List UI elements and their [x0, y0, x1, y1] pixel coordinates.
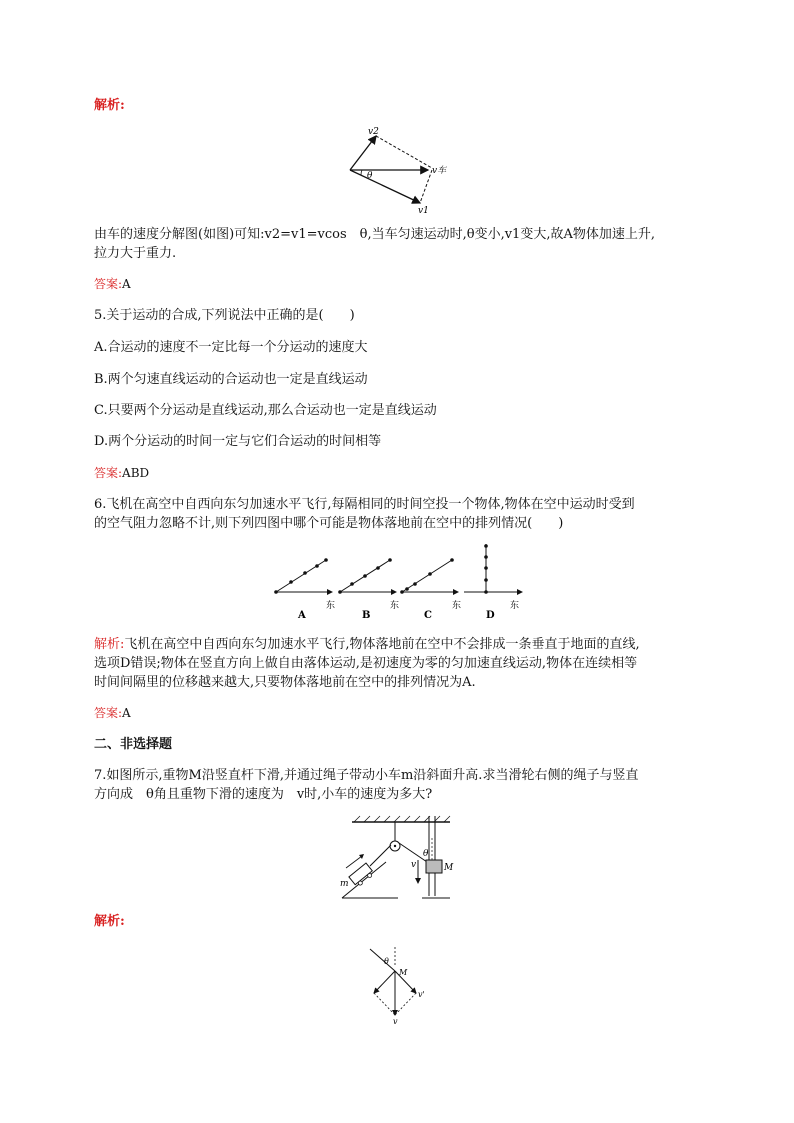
q5-answer: [94, 465, 149, 482]
q5-answer-label: 答案:: [94, 466, 123, 480]
q5-option-d: D.两个分运动的时间一定与它们合运动的时间相等: [94, 434, 382, 449]
q6-analysis-line-2: 选项D错误;物体在竖直方向上做自由落体运动,是初速度为零的匀加速直线运动,物体在连续相等: [94, 656, 638, 671]
q6-options-figure: [270, 540, 530, 625]
v-car-label: v车: [432, 166, 447, 176]
panel-b-letter: B: [362, 610, 371, 621]
q6-analysis-line-1: [94, 636, 640, 653]
q4-analysis-line-2: 拉力大于重力.: [94, 246, 177, 261]
panel-c-letter: C: [424, 610, 432, 621]
q5-option-b: B.两个匀速直线运动的合运动也一定是直线运动: [94, 372, 368, 387]
q5-answer-value: ABD: [122, 466, 150, 480]
q6-answer-label: 答案:: [94, 706, 123, 720]
q4-analysis-label: 解析:: [94, 98, 125, 113]
panel-a-east: 东: [326, 601, 336, 611]
v1-label: v1: [418, 206, 429, 214]
q7-fig2-theta: θ: [384, 957, 389, 966]
q7-M-label: M: [444, 863, 454, 873]
q7-velocity-decomposition-figure: [362, 945, 432, 1025]
q7-theta-label: θ: [423, 849, 429, 859]
q5-stem: 5.关于运动的合成,下列说法中正确的是( ): [94, 308, 355, 323]
theta-label: θ: [367, 171, 373, 181]
v2-label: v2: [368, 127, 379, 137]
panel-d-letter: D: [486, 610, 495, 621]
q4-answer: [94, 276, 131, 293]
q4-velocity-decomposition-figure: [340, 122, 470, 214]
q5-option-a: A.合运动的速度不一定比每一个分运动的速度大: [94, 340, 368, 355]
q6-stem-line-1: 6.飞机在高空中自西向东匀加速水平飞行,每隔相同的时间空投一个物体,物体在空中运动时受到: [94, 497, 635, 512]
q4-answer-label: 答案:: [94, 277, 123, 291]
q6-analysis-text-1: 飞机在高空中自西向东匀加速水平飞行,物体落地前在空中不会排成一条垂直于地面的直线,: [124, 637, 640, 652]
q7-stem-line-1: 7.如图所示,重物M沿竖直杆下滑,并通过绳子带动小车m沿斜面升高.求当滑轮右侧的绳子与竖直: [94, 768, 639, 783]
q7-analysis-label: 解析:: [94, 914, 125, 929]
v1-vector: [350, 170, 420, 203]
q6-answer: [94, 705, 131, 722]
panel-a-letter: A: [298, 610, 306, 621]
q7-fig2-v: v: [393, 1017, 398, 1025]
panel-b-east: 东: [390, 601, 400, 611]
q6-analysis-label: 解析:: [94, 637, 125, 652]
q7-fig2-v-prime: v': [418, 990, 425, 999]
q6-analysis-line-3: 时间间隔里的位移越来越大,只要物体落地前在空中的排列情况为A.: [94, 675, 476, 690]
q7-m-label: m: [340, 879, 349, 889]
q6-stem-line-2: 的空气阻力忽略不计,则下列四图中哪个可能是物体落地前在空中的排列情况( ): [94, 516, 564, 531]
q4-answer-value: A: [122, 277, 131, 291]
panel-d-east: 东: [510, 601, 520, 611]
q7-fig2-M: M: [399, 968, 408, 977]
q6-answer-value: A: [122, 706, 131, 720]
v2-vector: [350, 136, 376, 170]
panel-c-east: 东: [452, 601, 462, 611]
q5-option-c: C.只要两个分运动是直线运动,那么合运动也一定是直线运动: [94, 403, 437, 418]
q7-stem-line-2: 方向成 θ角且重物下滑的速度为 v时,小车的速度为多大?: [94, 787, 433, 802]
q7-pulley-figure: [338, 812, 458, 902]
section-title: 二、非选择题: [94, 737, 173, 752]
q4-analysis-line-1: 由车的速度分解图(如图)可知:v2=v1=vcos θ,当车匀速运动时,θ变小,v1变大,故A物体加速上升,: [94, 227, 655, 242]
q7-v-label: v: [411, 860, 417, 870]
